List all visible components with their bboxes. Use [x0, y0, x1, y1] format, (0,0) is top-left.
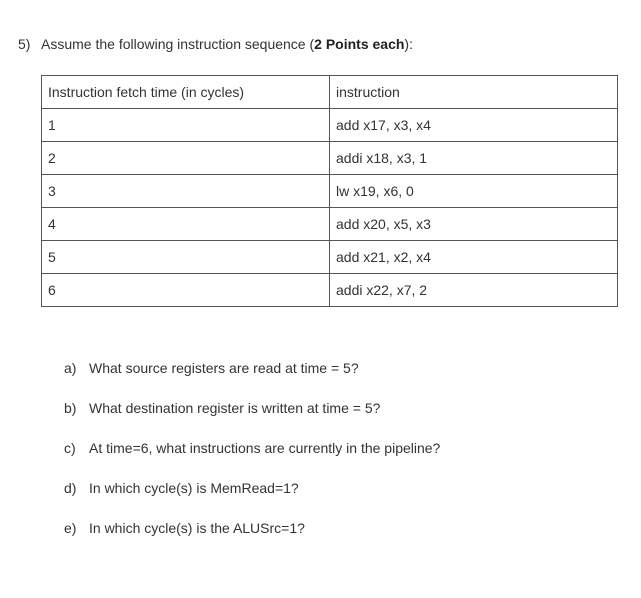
- instruction-cell: addi x18, x3, 1: [330, 142, 618, 175]
- table-row: [42, 241, 618, 274]
- table-row: [42, 208, 618, 241]
- fetch-time-cell: 4: [42, 208, 330, 241]
- fetch-time-cell: 2: [42, 142, 330, 175]
- table-row: [42, 274, 618, 307]
- subquestion-text: In which cycle(s) is MemRead=1?: [89, 480, 299, 496]
- subquestion-text: What destination register is written at time = 5?: [89, 400, 381, 416]
- fetch-time-cell: 5: [42, 241, 330, 274]
- subquestion-letter: b): [64, 400, 77, 416]
- instruction-cell: addi x22, x7, 2: [330, 274, 618, 307]
- subquestion-text: At time=6, what instructions are currently in the pipeline?: [89, 440, 441, 456]
- table-row: [42, 109, 618, 142]
- subquestion-c: [64, 440, 440, 480]
- subquestion-letter: c): [64, 440, 76, 456]
- subquestion-text: In which cycle(s) is the ALUSrc=1?: [89, 520, 305, 536]
- instruction-table: [41, 75, 618, 307]
- question-text: Assume the following instruction sequence (: [41, 36, 315, 52]
- subquestion-list: [64, 360, 440, 560]
- question-header: [18, 36, 413, 52]
- question-text-end: ):: [404, 36, 413, 52]
- header-fetch-time: Instruction fetch time (in cycles): [42, 76, 330, 109]
- instruction-cell: lw x19, x6, 0: [330, 175, 618, 208]
- instruction-cell: add x20, x5, x3: [330, 208, 618, 241]
- subquestion-d: [64, 480, 440, 520]
- header-instruction: instruction: [330, 76, 618, 109]
- subquestion-text: What source registers are read at time = 5?: [89, 360, 359, 376]
- fetch-time-cell: 6: [42, 274, 330, 307]
- subquestion-b: [64, 400, 440, 440]
- table-row: [42, 142, 618, 175]
- subquestion-letter: e): [64, 520, 77, 536]
- question-number: 5): [18, 36, 31, 52]
- instruction-cell: add x17, x3, x4: [330, 109, 618, 142]
- subquestion-letter: d): [64, 480, 77, 496]
- subquestion-a: [64, 360, 440, 400]
- fetch-time-cell: 3: [42, 175, 330, 208]
- instruction-cell: add x21, x2, x4: [330, 241, 618, 274]
- table-row: [42, 175, 618, 208]
- subquestion-letter: a): [64, 360, 77, 376]
- table-header-row: [42, 76, 618, 109]
- fetch-time-cell: 1: [42, 109, 330, 142]
- question-points: 2 Points each: [314, 36, 405, 52]
- subquestion-e: [64, 520, 440, 560]
